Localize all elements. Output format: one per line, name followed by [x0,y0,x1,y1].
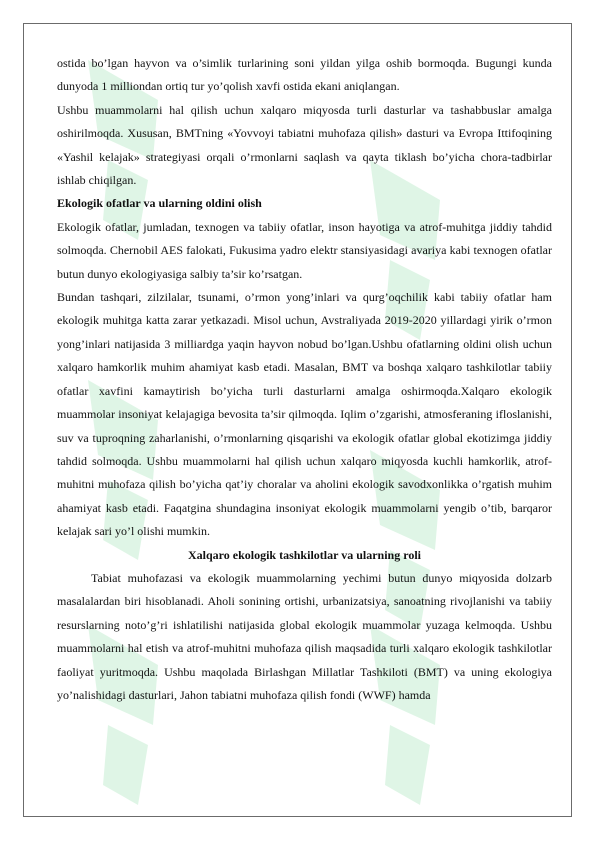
paragraph: Bundan tashqari, zilzilalar, tsunami, o’rmon yong’inlari va qurg’oqchilik kabi tabiiy ofatlar ham ekologik muhitga katta zarar yetkazadi. Misol uchun, Avstraliyada 2019-2020 yillardagi yirik o’rmon yong’inlari natijasida 3 milliardga yaqin hayvon nobud bo’lgan.Ushbu ofatlarning oldini olish uchun xalqaro hamkorlik muhim ahamiyat kasb etadi. Masalan, BMT va boshqa xalqaro tashkilotlar tabiiy ofatlar xavfini kamaytirish bo’yicha turli dasturlarni amalga oshirmoqda.Xalqaro ekologik muammolar insoniyat kelajagiga bevosita ta’sir qilmoqda. Iqlim o’zgarishi, atmosferaning ifloslanishi, suv va tuproqning zaharlanishi, o’rmonlarning qisqarishi va ekologik ofatlar global ekotizimga jiddiy tahdid solmoqda. Ushbu muammolarni hal qilish uchun xalqaro miqyosda kuchli hamkorlik, atrof-muhitni muhofaza qilish bo’yicha qat’iy choralar va aholini ekologik savodxonlikka o’rgatish muhim ahamiyat kasb etadi. Faqatgina shundagina insoniyat ekologik muammolarni yengib o’tib, barqaror kelajak sari yo’l olishi mumkin. [57,290,552,539]
document-body [57,52,552,707]
paragraph: Tabiat muhofazasi va ekologik muammolarning yechimi butun dunyo miqyosida dolzarb masalalardan biri hisoblanadi. Aholi sonining ortishi, urbanizatsiya, sanoatning rivojlanishi va tabiiy resurslarning noto’g’ri ishlatilishi natijasida global ekologik muammolar yuzaga kelmoqda. Ushbu muammolarni hal etish va atrof-muhitni muhofaza qilish maqsadida turli xalqaro ekologik tashkilotlar faoliyat yuritmoqda. Ushbu maqolada Birlashgan Millatlar Tashkiloti (BMT) va uning ekologiya yo’nalishidagi dasturlari, Jahon tabiatni muhofaza qilish fondi (WWF) hamda [57,570,552,702]
section-heading: Ekologik ofatlar va ularning oldini olish [57,196,262,211]
section-heading: Xalqaro ekologik tashkilotlar va ularning roli [187,547,422,562]
paragraph: ostida bo’lgan hayvon va o’simlik turlarining soni yildan yilga oshib bormoqda. Bugungi kunda dunyoda 1 milliondan ortiq tur yo’qolish xavfi ostida ekani aniqlangan. [57,56,552,94]
paragraph: Ekologik ofatlar, jumladan, texnogen va tabiiy ofatlar, inson hayotiga va atrof-muhitga jiddiy tahdid solmoqda. Chernobil AES falokati, Fukusima yadro elektr stansiyasidagi avariya kabi texnogen ofatlar butun dunyo ekologiyasiga salbiy ta’sir ko’rsatgan. [57,219,552,281]
paragraph: Ushbu muammolarni hal qilish uchun xalqaro miqyosda turli dasturlar va tashabbuslar amalga oshirilmoqda. Xususan, BMTning «Yovvoyi tabiatni muhofaza qilish» dasturi va Evropa Ittifoqining «Yashil kelajak» strategiyasi orqali o’rmonlarni saqlash va qayta tiklash bo’yicha chora-tadbirlar ishlab chiqilgan. [57,102,552,188]
